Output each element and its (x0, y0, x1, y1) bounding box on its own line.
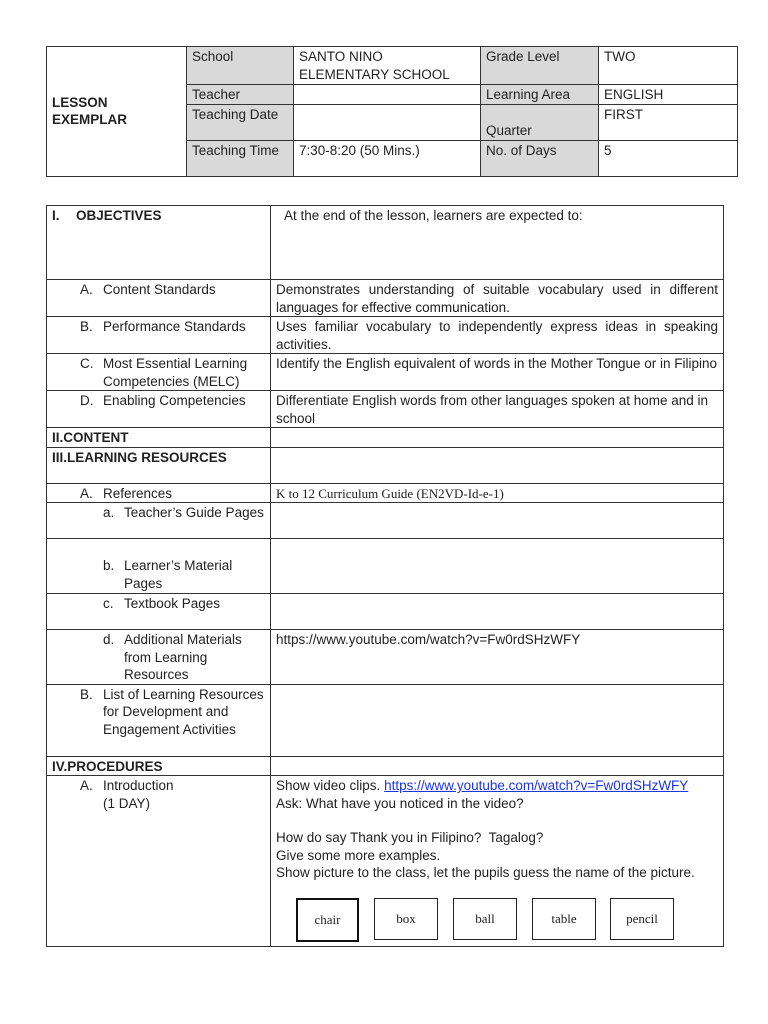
procedures-value (271, 756, 724, 776)
grade-level-value: TWO (599, 47, 738, 85)
references-row (47, 483, 724, 503)
content-heading: II.CONTENT (47, 428, 271, 448)
content-row (47, 428, 724, 448)
teacher-label: Teacher (187, 85, 294, 105)
lesson-title-line1: LESSON (52, 94, 108, 110)
learning-area-label: Learning Area (481, 85, 599, 105)
content-standards-row (47, 280, 724, 317)
picture-card: pencil (610, 898, 674, 940)
melc-row (47, 354, 724, 391)
content-standards-value: Demonstrates understanding of suitable vocabulary used in different languages for effective communication. (271, 280, 724, 317)
ask-text: Ask: What have you noticed in the video? (276, 795, 524, 811)
quarter-label: Quarter (481, 104, 599, 140)
teaching-time-label: Teaching Time (187, 140, 294, 176)
references-value: K to 12 Curriculum Guide (EN2VD-Id-e-1) (271, 483, 724, 503)
teachers-guide-row (47, 503, 724, 539)
days-label: No. of Days (481, 140, 599, 176)
learning-resources-heading: III.LEARNING RESOURCES (47, 447, 271, 483)
objectives-title: OBJECTIVES (76, 208, 162, 223)
objectives-intro: At the end of the lesson, learners are expected to: (271, 206, 724, 280)
list-resources-label: List of Learning Resources for Development and Engagement Activities (103, 686, 264, 737)
introduction-content (271, 776, 724, 947)
school-value: SANTO NINO ELEMENTARY SCHOOL (294, 47, 481, 85)
content-value (271, 428, 724, 448)
examples-text: Give some more examples. (276, 847, 441, 863)
grade-level-label: Grade Level (481, 47, 599, 85)
melc-label: Most Essential Learning Competencies (MELC) (103, 356, 248, 389)
objectives-row (47, 206, 724, 280)
references-label: References (103, 485, 173, 501)
quarter-value: FIRST (599, 104, 738, 140)
melc-num: C. (80, 356, 94, 371)
textbook-value (271, 594, 724, 630)
teachers-guide-value (271, 503, 724, 539)
introduction-sublabel: (1 DAY) (103, 795, 151, 811)
teaching-time-value: 7:30-8:20 (50 Mins.) (294, 140, 481, 176)
introduction-row (47, 776, 724, 947)
show-video-text: Show video clips. (276, 778, 381, 793)
performance-standards-row (47, 317, 724, 354)
lesson-title-line2: EXEMPLAR (52, 112, 128, 128)
days-value: 5 (599, 140, 738, 176)
learners-material-num: b. (103, 558, 115, 573)
show-picture-text: Show picture to the class, let the pupils guess the name of the picture. (276, 865, 695, 880)
learning-resources-row (47, 447, 724, 483)
textbook-num: c. (103, 596, 114, 611)
additional-materials-label: Additional Materials from Learning Resources (124, 632, 242, 682)
introduction-label: Introduction (103, 778, 174, 793)
picture-card: box (374, 898, 438, 940)
additional-materials-row (47, 630, 724, 685)
picture-card: table (532, 898, 596, 940)
list-resources-row (47, 684, 724, 756)
learning-resources-value (271, 447, 724, 483)
question-text: How do say Thank you in Filipino? Tagalog? (276, 830, 544, 845)
additional-materials-value: https://www.youtube.com/watch?v=Fw0rdSHzWFY (271, 630, 724, 685)
additional-materials-num: d. (103, 632, 115, 647)
objectives-heading (47, 206, 271, 280)
teaching-date-label: Teaching Date (187, 104, 294, 140)
lesson-header-table (46, 46, 738, 177)
picture-card: chair (296, 898, 359, 942)
objectives-num: I. (52, 208, 60, 223)
lesson-title-cell (47, 47, 187, 177)
enabling-num: D. (80, 393, 94, 408)
teachers-guide-num: a. (103, 505, 115, 520)
enabling-value: Differentiate English words from other languages spoken at home and in school (271, 391, 724, 428)
content-standards-num: A. (80, 282, 93, 297)
teacher-value (294, 85, 481, 105)
learning-area-value: ENGLISH (599, 85, 738, 105)
textbook-row (47, 594, 724, 630)
list-resources-value (271, 684, 724, 756)
lesson-plan-table (46, 205, 724, 947)
picture-card: ball (453, 898, 517, 940)
procedures-heading: IV.PROCEDURES (47, 756, 271, 776)
performance-standards-num: B. (80, 319, 93, 334)
learners-material-label: Learner’s Material Pages (124, 558, 233, 591)
content-standards-label: Content Standards (103, 282, 216, 297)
introduction-num: A. (80, 778, 93, 793)
textbook-label: Textbook Pages (124, 596, 221, 611)
references-num: A. (80, 485, 93, 501)
teaching-date-value (294, 104, 481, 140)
video-link[interactable]: https://www.youtube.com/watch?v=Fw0rdSHzWFY (384, 778, 689, 793)
picture-cards (276, 898, 718, 942)
learners-material-row (47, 539, 724, 594)
list-resources-num: B. (80, 686, 93, 702)
teachers-guide-label: Teacher’s Guide Pages (124, 505, 264, 520)
learners-material-value (271, 539, 724, 594)
school-label: School (187, 47, 294, 85)
enabling-label: Enabling Competencies (103, 393, 246, 408)
melc-value: Identify the English equivalent of words in the Mother Tongue or in Filipino (271, 354, 724, 391)
performance-standards-label: Performance Standards (103, 319, 246, 334)
performance-standards-value: Uses familiar vocabulary to independently express ideas in speaking activities. (271, 317, 724, 354)
enabling-row (47, 391, 724, 428)
procedures-row (47, 756, 724, 776)
